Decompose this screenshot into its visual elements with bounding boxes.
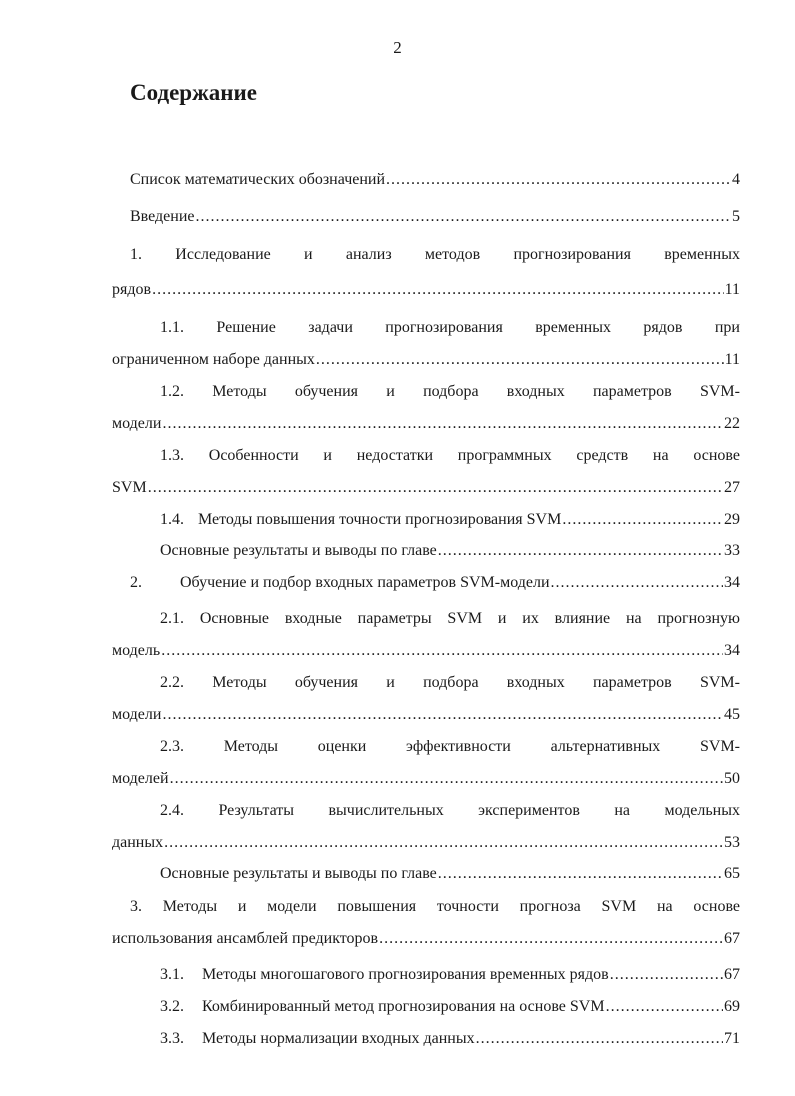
- toc-entry-number: 2.1.: [160, 610, 184, 627]
- toc-entry-s1-1-line1[interactable]: [160, 318, 740, 338]
- toc-entry-text: Список математических обозначений: [130, 171, 386, 188]
- leader-dots: [476, 1029, 723, 1049]
- toc-word: и: [386, 674, 395, 691]
- toc-word: и: [386, 383, 395, 400]
- toc-entry-s2-1-line1[interactable]: [160, 609, 740, 629]
- toc-entry-number: 3.2.: [160, 998, 184, 1015]
- toc-entry-text: данных: [112, 834, 164, 851]
- toc-entry-page: 67: [724, 966, 740, 983]
- toc-entry-page: 65: [724, 865, 740, 882]
- toc-entry-number: 1.4.: [160, 511, 184, 528]
- toc-word: параметров: [592, 383, 672, 400]
- toc-entry-number: 1.2.: [160, 383, 184, 400]
- leader-dots: [196, 207, 732, 227]
- leader-dots: [438, 864, 723, 884]
- toc-entry-page: 69: [724, 998, 740, 1015]
- toc-entry-page: 11: [724, 351, 740, 368]
- toc-word: альтернативных: [550, 738, 661, 755]
- toc-entry-text: Комбинированный метод прогнозирования на основе SVM: [202, 998, 605, 1015]
- toc-word: на: [656, 898, 673, 915]
- toc-entry-number: 1.3.: [160, 447, 184, 464]
- toc-entry-s2-3-line1[interactable]: [160, 737, 740, 757]
- toc-entry-page: 71: [724, 1030, 740, 1047]
- toc-entry-s1-2-line2[interactable]: [112, 414, 740, 434]
- toc-entry-page: 22: [724, 415, 740, 432]
- toc-word: задачи: [308, 319, 353, 336]
- toc-word: основе: [693, 447, 740, 464]
- toc-entry-text: модель: [112, 642, 161, 659]
- toc-word: на: [614, 802, 630, 819]
- toc-entry-text: Методы нормализации входных данных: [202, 1030, 475, 1047]
- toc-word: обучения: [294, 383, 358, 400]
- toc-entry-s2-1-line2[interactable]: [112, 641, 740, 661]
- toc-entry-text: ограниченном наборе данных: [112, 351, 315, 368]
- toc-word: и: [497, 610, 507, 627]
- toc-word: параметры: [357, 610, 432, 627]
- toc-entry-s3-2[interactable]: [160, 997, 740, 1017]
- leader-dots: [438, 541, 723, 561]
- toc-entry-page: 50: [724, 770, 740, 787]
- toc-entry-page: 34: [724, 642, 740, 659]
- toc-entry-text: SVM: [112, 479, 147, 496]
- toc-entry-page: 53: [724, 834, 740, 851]
- toc-entry-text: рядов: [112, 281, 152, 298]
- toc-word: и: [304, 246, 313, 263]
- toc-entry-s2-2-line2[interactable]: [112, 705, 740, 725]
- toc-word: прогнозирования: [385, 319, 503, 336]
- toc-word: и: [323, 447, 332, 464]
- leader-dots: [162, 414, 723, 434]
- page-title: Содержание: [130, 80, 257, 105]
- leader-dots: [606, 997, 723, 1017]
- toc-entry-text: модели: [112, 415, 162, 432]
- toc-word: прогноза: [519, 898, 581, 915]
- toc-word: модельных: [664, 802, 740, 819]
- leader-dots: [551, 573, 723, 593]
- toc-word: Методы: [212, 674, 267, 691]
- toc-entry-s2-4-line2[interactable]: [112, 833, 740, 853]
- toc-entry-s2-2-line1[interactable]: [160, 673, 740, 693]
- toc-entry-s1-4[interactable]: [160, 510, 740, 530]
- toc-word: программных: [457, 447, 552, 464]
- leader-dots: [162, 705, 723, 725]
- toc-word: и: [237, 898, 247, 915]
- toc-entry-page: 4: [732, 171, 740, 188]
- toc-entry-text: Методы многошагового прогнозирования временных рядов: [202, 966, 609, 983]
- toc-entry-s3-3[interactable]: [160, 1029, 740, 1049]
- toc-entry-text: моделей: [112, 770, 169, 787]
- toc-entry-s1-3-line2[interactable]: [112, 478, 740, 498]
- toc-entry-s1-1-line2[interactable]: [112, 350, 740, 370]
- toc-word: на: [652, 447, 669, 464]
- toc-entry-text: использования ансамблей предикторов: [112, 930, 379, 947]
- toc-word: их: [522, 610, 539, 627]
- toc-word: повышения: [337, 898, 417, 915]
- leader-dots: [386, 170, 731, 190]
- toc-entry-text: Основные результаты и выводы по главе: [160, 542, 437, 559]
- toc-word: Решение: [216, 319, 276, 336]
- toc-entry-text: модели: [112, 706, 162, 723]
- toc-entry-results-ch2[interactable]: [160, 864, 740, 884]
- toc-entry-page: 27: [724, 479, 740, 496]
- toc-word: экспериментов: [478, 802, 580, 819]
- toc-word: прогнозирования: [513, 246, 631, 263]
- toc-entry-page: 34: [724, 574, 740, 591]
- leader-dots: [152, 280, 724, 300]
- toc-word: входных: [506, 674, 565, 691]
- toc-word: недостатки: [356, 447, 434, 464]
- toc-word: модели: [267, 898, 317, 915]
- toc-word: Исследование: [175, 246, 271, 263]
- leader-dots: [164, 833, 723, 853]
- leader-dots: [316, 350, 724, 370]
- toc-entry-number: 3.3.: [160, 1030, 184, 1047]
- toc-entry-ch1-line1[interactable]: [130, 245, 740, 265]
- leader-dots: [379, 929, 723, 949]
- toc-entry-text: Обучение и подбор входных параметров SVM-модели: [180, 574, 550, 591]
- toc-entry-number: 2.2.: [160, 674, 184, 691]
- toc-entry-s2-4-line1[interactable]: [160, 801, 740, 821]
- leader-dots: [161, 641, 723, 661]
- toc-entry-number: 3.1.: [160, 966, 184, 983]
- toc-word: временных: [664, 246, 740, 263]
- toc-word: SVM: [601, 898, 637, 915]
- toc-word: основе: [693, 898, 740, 915]
- toc-word: влияние: [554, 610, 611, 627]
- toc-word: методов: [424, 246, 481, 263]
- toc-word: Методы: [223, 738, 279, 755]
- toc-word: параметров: [592, 674, 672, 691]
- toc-entry-number: 1.: [130, 246, 142, 263]
- toc-word: SVM: [447, 610, 483, 627]
- toc-entry-s1-2-line1[interactable]: [160, 382, 740, 402]
- toc-entry-number: 2.: [130, 574, 142, 591]
- toc-word: временных: [535, 319, 611, 336]
- toc-entry-ch3-line1[interactable]: [130, 897, 740, 917]
- toc-entry-text: Методы повышения точности прогнозирования SVM: [198, 511, 562, 528]
- toc-entry-ch3-line2[interactable]: [112, 929, 740, 949]
- toc-word: анализ: [345, 246, 392, 263]
- toc-entry-number: 2.3.: [160, 738, 184, 755]
- toc-word: Особенности: [208, 447, 299, 464]
- toc-entry-page: 29: [724, 511, 740, 528]
- toc-word: средств: [576, 447, 629, 464]
- toc-entry-s3-1[interactable]: [160, 965, 740, 985]
- toc-word: Методы: [212, 383, 267, 400]
- toc-word: рядов: [643, 319, 683, 336]
- toc-word: на: [625, 610, 642, 627]
- toc-word: SVM-: [699, 738, 740, 755]
- toc-entry-s2-3-line2[interactable]: [112, 769, 740, 789]
- toc-word: входные: [284, 610, 342, 627]
- toc-entry-number: 2.4.: [160, 802, 184, 819]
- toc-word: обучения: [294, 674, 358, 691]
- toc-entry-ch2[interactable]: [130, 573, 740, 593]
- toc-word: SVM-: [699, 674, 740, 691]
- toc-word: эффективности: [406, 738, 511, 755]
- toc-word: при: [714, 319, 740, 336]
- toc-entry-page: 33: [724, 542, 740, 559]
- toc-entry-text: Введение: [130, 208, 195, 225]
- toc-entry-text: Основные результаты и выводы по главе: [160, 865, 437, 882]
- toc-word: оценки: [317, 738, 367, 755]
- toc-entry-number: 1.1.: [160, 319, 184, 336]
- toc-word: подбора: [423, 674, 479, 691]
- leader-dots: [148, 478, 723, 498]
- toc-entry-intro[interactable]: [130, 207, 740, 227]
- leader-dots: [562, 510, 723, 530]
- toc-entry-results-ch1[interactable]: [160, 541, 740, 561]
- toc-entry-ch1-line2[interactable]: [112, 280, 740, 300]
- toc-word: прогнозную: [657, 610, 740, 627]
- toc-word: SVM-: [699, 383, 740, 400]
- toc-entry-s1-3-line1[interactable]: [160, 446, 740, 466]
- leader-dots: [610, 965, 723, 985]
- toc-word: подбора: [423, 383, 479, 400]
- toc-entry-page: 11: [724, 281, 740, 298]
- toc-entry-page: 67: [724, 930, 740, 947]
- toc-word: Результаты: [218, 802, 295, 819]
- toc-word: точности: [436, 898, 499, 915]
- toc-word: входных: [506, 383, 565, 400]
- toc-word: Основные: [199, 610, 269, 627]
- toc-entry-page: 45: [724, 706, 740, 723]
- toc-word: вычислительных: [328, 802, 444, 819]
- page-number: 2: [393, 38, 402, 57]
- toc-entry-page: 5: [732, 208, 740, 225]
- toc-entry-notation[interactable]: [130, 170, 740, 190]
- leader-dots: [170, 769, 723, 789]
- toc-word: Методы: [162, 898, 218, 915]
- toc-entry-number: 3.: [130, 898, 142, 915]
